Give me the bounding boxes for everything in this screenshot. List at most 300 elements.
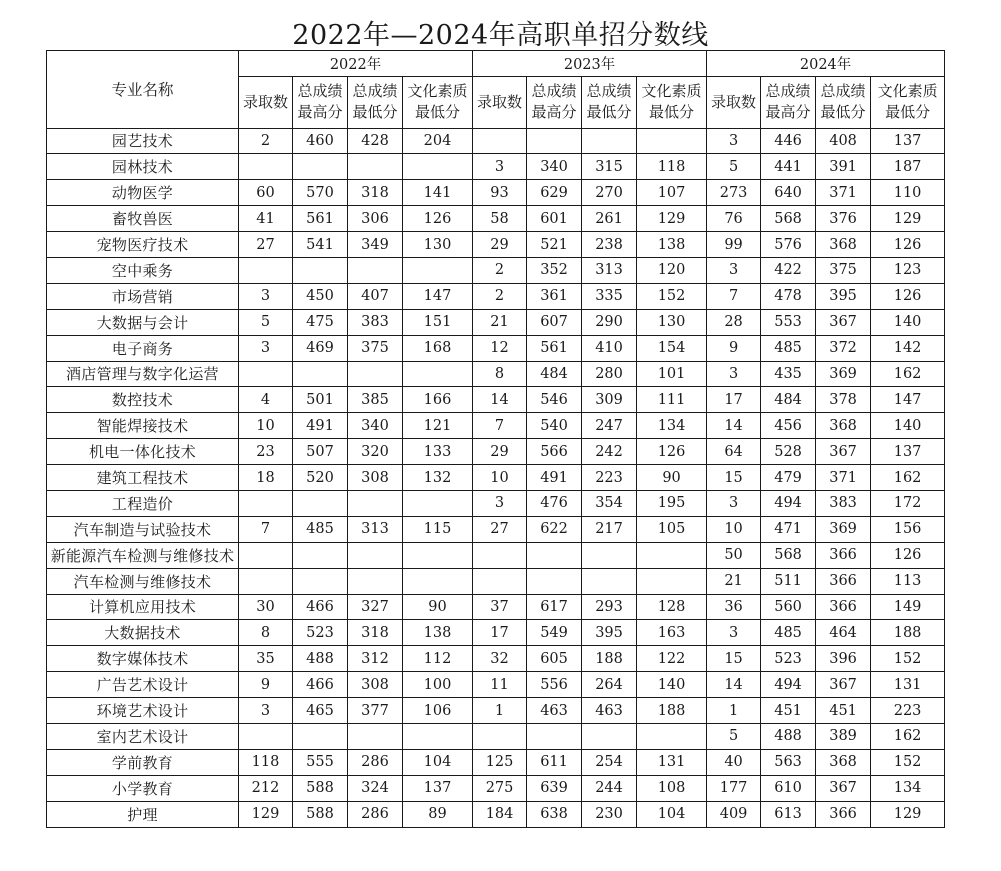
total-min-2022-cell: 320 xyxy=(348,439,403,465)
culture-min-2023-cell: 104 xyxy=(637,801,707,827)
total-min-2024-cell: 451 xyxy=(816,698,871,724)
table-body xyxy=(47,128,945,827)
total-min-2022-cell: 383 xyxy=(348,309,403,335)
total-max-2022-cell xyxy=(293,568,348,594)
culture-min-2024-cell: 140 xyxy=(871,309,945,335)
total-max-2022-cell: 466 xyxy=(293,594,348,620)
total-min-2023-cell: 335 xyxy=(582,283,637,309)
total-max-2024-cell: 568 xyxy=(761,542,816,568)
total-min-2023-cell: 290 xyxy=(582,309,637,335)
column-header-line2: 最低分 xyxy=(885,103,931,121)
culture-min-2022-cell: 138 xyxy=(403,620,473,646)
column-header-culture-min-2023 xyxy=(637,76,707,128)
table-row xyxy=(47,516,945,542)
total-min-2023-cell: 313 xyxy=(582,257,637,283)
admit-count-2022-cell: 30 xyxy=(239,594,293,620)
major-name-cell: 园林技术 xyxy=(47,154,239,180)
admit-count-2022-cell: 5 xyxy=(239,309,293,335)
table-row xyxy=(47,206,945,232)
total-min-2024-cell: 367 xyxy=(816,309,871,335)
major-name-cell: 环境艺术设计 xyxy=(47,698,239,724)
culture-min-2023-cell: 90 xyxy=(637,465,707,491)
culture-min-2024-cell: 110 xyxy=(871,180,945,206)
total-min-2024-cell: 366 xyxy=(816,801,871,827)
total-max-2022-cell: 450 xyxy=(293,283,348,309)
total-max-2022-cell xyxy=(293,154,348,180)
culture-min-2022-cell: 100 xyxy=(403,672,473,698)
column-header-line2: 最低分 xyxy=(586,103,632,121)
major-name-cell: 汽车制造与试验技术 xyxy=(47,516,239,542)
culture-min-2022-cell: 166 xyxy=(403,387,473,413)
admit-count-2022-cell: 8 xyxy=(239,620,293,646)
major-name-cell: 智能焊接技术 xyxy=(47,413,239,439)
total-min-2024-cell: 366 xyxy=(816,542,871,568)
total-min-2022-cell: 327 xyxy=(348,594,403,620)
total-max-2023-cell: 605 xyxy=(527,646,582,672)
admit-count-2022-cell: 212 xyxy=(239,775,293,801)
total-max-2022-cell xyxy=(293,361,348,387)
table-row xyxy=(47,232,945,258)
total-max-2022-cell xyxy=(293,723,348,749)
culture-min-2022-cell: 104 xyxy=(403,749,473,775)
admit-count-2024-cell: 40 xyxy=(707,749,761,775)
column-header-total-max-2022 xyxy=(293,76,348,128)
admit-count-2024-cell: 273 xyxy=(707,180,761,206)
total-min-2023-cell: 261 xyxy=(582,206,637,232)
culture-min-2023-cell: 154 xyxy=(637,335,707,361)
culture-min-2022-cell xyxy=(403,542,473,568)
column-header-total-max-2024 xyxy=(761,76,816,128)
total-min-2023-cell xyxy=(582,723,637,749)
culture-min-2023-cell xyxy=(637,128,707,154)
total-min-2022-cell: 385 xyxy=(348,387,403,413)
culture-min-2023-cell: 134 xyxy=(637,413,707,439)
total-min-2022-cell: 407 xyxy=(348,283,403,309)
admit-count-2023-cell: 14 xyxy=(473,387,527,413)
total-max-2022-cell: 561 xyxy=(293,206,348,232)
culture-min-2023-cell: 188 xyxy=(637,698,707,724)
total-min-2022-cell: 286 xyxy=(348,749,403,775)
admit-count-2022-cell xyxy=(239,257,293,283)
total-min-2023-cell xyxy=(582,128,637,154)
major-name-cell: 大数据与会计 xyxy=(47,309,239,335)
culture-min-2022-cell xyxy=(403,361,473,387)
admit-count-2022-cell: 35 xyxy=(239,646,293,672)
table-row xyxy=(47,154,945,180)
total-min-2022-cell xyxy=(348,490,403,516)
culture-min-2024-cell: 134 xyxy=(871,775,945,801)
total-min-2024-cell: 378 xyxy=(816,387,871,413)
major-name-cell: 园艺技术 xyxy=(47,128,239,154)
table-row xyxy=(47,775,945,801)
total-max-2023-cell xyxy=(527,568,582,594)
total-max-2024-cell: 613 xyxy=(761,801,816,827)
total-min-2022-cell xyxy=(348,361,403,387)
culture-min-2022-cell: 121 xyxy=(403,413,473,439)
total-min-2023-cell: 270 xyxy=(582,180,637,206)
major-name-cell: 空中乘务 xyxy=(47,257,239,283)
column-header-line2: 最低分 xyxy=(649,103,695,121)
total-min-2024-cell: 383 xyxy=(816,490,871,516)
admit-count-2022-cell: 7 xyxy=(239,516,293,542)
total-max-2022-cell: 541 xyxy=(293,232,348,258)
total-min-2024-cell: 366 xyxy=(816,568,871,594)
total-min-2022-cell xyxy=(348,154,403,180)
admit-count-2023-cell: 7 xyxy=(473,413,527,439)
column-header-line2: 最低分 xyxy=(352,103,398,121)
culture-min-2023-cell: 128 xyxy=(637,594,707,620)
admit-count-2023-cell: 3 xyxy=(473,154,527,180)
admit-count-2024-cell: 14 xyxy=(707,672,761,698)
total-max-2024-cell: 523 xyxy=(761,646,816,672)
culture-min-2022-cell xyxy=(403,568,473,594)
admit-count-2023-cell: 11 xyxy=(473,672,527,698)
major-name-cell: 机电一体化技术 xyxy=(47,439,239,465)
total-max-2024-cell: 478 xyxy=(761,283,816,309)
admit-count-2024-cell: 3 xyxy=(707,490,761,516)
culture-min-2024-cell: 140 xyxy=(871,413,945,439)
table-row xyxy=(47,283,945,309)
culture-min-2024-cell: 187 xyxy=(871,154,945,180)
total-min-2024-cell: 376 xyxy=(816,206,871,232)
admit-count-2022-cell: 10 xyxy=(239,413,293,439)
admit-count-2022-cell: 41 xyxy=(239,206,293,232)
major-name-cell: 畜牧兽医 xyxy=(47,206,239,232)
admit-count-2024-cell: 3 xyxy=(707,620,761,646)
culture-min-2024-cell: 137 xyxy=(871,128,945,154)
culture-min-2023-cell: 163 xyxy=(637,620,707,646)
total-max-2022-cell: 466 xyxy=(293,672,348,698)
total-min-2024-cell: 371 xyxy=(816,465,871,491)
total-max-2024-cell: 511 xyxy=(761,568,816,594)
admit-count-2024-cell: 9 xyxy=(707,335,761,361)
total-max-2023-cell: 352 xyxy=(527,257,582,283)
total-min-2022-cell xyxy=(348,723,403,749)
admit-count-2023-cell: 17 xyxy=(473,620,527,646)
admit-count-2023-cell: 29 xyxy=(473,439,527,465)
total-min-2023-cell: 244 xyxy=(582,775,637,801)
culture-min-2024-cell: 129 xyxy=(871,206,945,232)
total-max-2022-cell: 588 xyxy=(293,801,348,827)
column-header-admit-count-2024 xyxy=(707,76,761,128)
culture-min-2024-cell: 162 xyxy=(871,723,945,749)
admit-count-2022-cell: 2 xyxy=(239,128,293,154)
column-header-total-min-2022 xyxy=(348,76,403,128)
total-min-2023-cell: 315 xyxy=(582,154,637,180)
culture-min-2023-cell: 105 xyxy=(637,516,707,542)
table-row xyxy=(47,620,945,646)
admit-count-2022-cell: 18 xyxy=(239,465,293,491)
major-name-cell: 室内艺术设计 xyxy=(47,723,239,749)
year-header-row xyxy=(47,51,945,77)
culture-min-2023-cell xyxy=(637,568,707,594)
major-name-cell: 工程造价 xyxy=(47,490,239,516)
culture-min-2024-cell: 152 xyxy=(871,749,945,775)
column-header-line2: 最低分 xyxy=(415,103,461,121)
total-max-2023-cell: 546 xyxy=(527,387,582,413)
admit-count-2024-cell: 3 xyxy=(707,128,761,154)
total-max-2022-cell xyxy=(293,490,348,516)
admit-count-2023-cell xyxy=(473,542,527,568)
culture-min-2023-cell: 130 xyxy=(637,309,707,335)
column-header-line1: 总成绩 xyxy=(297,82,343,100)
admit-count-2024-cell: 15 xyxy=(707,465,761,491)
column-header-line1: 总成绩 xyxy=(586,82,632,100)
culture-min-2022-cell: 126 xyxy=(403,206,473,232)
table-row xyxy=(47,128,945,154)
admit-count-2024-cell: 7 xyxy=(707,283,761,309)
total-max-2023-cell: 638 xyxy=(527,801,582,827)
admit-count-2024-cell: 21 xyxy=(707,568,761,594)
total-min-2023-cell: 223 xyxy=(582,465,637,491)
column-header-line1: 录取数 xyxy=(711,92,757,111)
admit-count-2024-cell: 64 xyxy=(707,439,761,465)
total-max-2023-cell: 476 xyxy=(527,490,582,516)
culture-min-2022-cell xyxy=(403,490,473,516)
culture-min-2024-cell: 172 xyxy=(871,490,945,516)
culture-min-2022-cell: 112 xyxy=(403,646,473,672)
major-name-cell: 新能源汽车检测与维修技术 xyxy=(47,542,239,568)
admit-count-2024-cell: 36 xyxy=(707,594,761,620)
total-max-2022-cell: 555 xyxy=(293,749,348,775)
total-max-2023-cell xyxy=(527,723,582,749)
admit-count-2023-cell: 21 xyxy=(473,309,527,335)
admit-count-2023-cell: 125 xyxy=(473,749,527,775)
culture-min-2022-cell: 141 xyxy=(403,180,473,206)
total-max-2023-cell: 361 xyxy=(527,283,582,309)
total-min-2024-cell: 369 xyxy=(816,361,871,387)
culture-min-2024-cell: 156 xyxy=(871,516,945,542)
table-row xyxy=(47,801,945,827)
total-max-2024-cell: 528 xyxy=(761,439,816,465)
total-min-2022-cell: 375 xyxy=(348,335,403,361)
major-name-cell: 计算机应用技术 xyxy=(47,594,239,620)
admit-count-2023-cell: 8 xyxy=(473,361,527,387)
major-name-cell: 汽车检测与维修技术 xyxy=(47,568,239,594)
table-row xyxy=(47,490,945,516)
total-min-2023-cell: 354 xyxy=(582,490,637,516)
culture-min-2024-cell: 162 xyxy=(871,361,945,387)
total-min-2023-cell: 293 xyxy=(582,594,637,620)
total-max-2024-cell: 485 xyxy=(761,620,816,646)
total-min-2022-cell: 349 xyxy=(348,232,403,258)
admit-count-2023-cell: 1 xyxy=(473,698,527,724)
total-min-2023-cell: 217 xyxy=(582,516,637,542)
culture-min-2024-cell: 149 xyxy=(871,594,945,620)
total-max-2023-cell: 484 xyxy=(527,361,582,387)
column-header-line2: 最高分 xyxy=(765,103,811,121)
culture-min-2022-cell: 90 xyxy=(403,594,473,620)
major-name-cell: 广告艺术设计 xyxy=(47,672,239,698)
total-min-2023-cell: 395 xyxy=(582,620,637,646)
total-max-2024-cell: 446 xyxy=(761,128,816,154)
total-min-2023-cell: 463 xyxy=(582,698,637,724)
admit-count-2022-cell xyxy=(239,723,293,749)
table-row xyxy=(47,361,945,387)
total-min-2024-cell: 389 xyxy=(816,723,871,749)
total-min-2024-cell: 464 xyxy=(816,620,871,646)
total-max-2023-cell xyxy=(527,128,582,154)
table-row xyxy=(47,594,945,620)
total-min-2023-cell xyxy=(582,568,637,594)
admit-count-2022-cell xyxy=(239,568,293,594)
admit-count-2024-cell: 17 xyxy=(707,387,761,413)
culture-min-2023-cell: 111 xyxy=(637,387,707,413)
total-max-2023-cell: 540 xyxy=(527,413,582,439)
total-max-2023-cell: 617 xyxy=(527,594,582,620)
admit-count-2023-cell: 275 xyxy=(473,775,527,801)
admit-count-2024-cell: 76 xyxy=(707,206,761,232)
culture-min-2023-cell: 129 xyxy=(637,206,707,232)
admit-count-2024-cell: 3 xyxy=(707,257,761,283)
culture-min-2022-cell: 137 xyxy=(403,775,473,801)
total-max-2023-cell: 549 xyxy=(527,620,582,646)
column-header-culture-min-2022 xyxy=(403,76,473,128)
total-min-2022-cell: 340 xyxy=(348,413,403,439)
major-name-cell: 动物医学 xyxy=(47,180,239,206)
total-max-2022-cell: 523 xyxy=(293,620,348,646)
admit-count-2022-cell xyxy=(239,490,293,516)
admit-count-2023-cell xyxy=(473,568,527,594)
total-min-2024-cell: 375 xyxy=(816,257,871,283)
admit-count-2023-cell: 10 xyxy=(473,465,527,491)
total-max-2023-cell: 561 xyxy=(527,335,582,361)
total-min-2022-cell xyxy=(348,542,403,568)
admit-count-2022-cell: 3 xyxy=(239,335,293,361)
culture-min-2024-cell: 131 xyxy=(871,672,945,698)
admit-count-2023-cell: 93 xyxy=(473,180,527,206)
column-header-line1: 总成绩 xyxy=(820,82,866,100)
total-min-2022-cell: 308 xyxy=(348,672,403,698)
total-max-2022-cell: 501 xyxy=(293,387,348,413)
total-min-2023-cell: 280 xyxy=(582,361,637,387)
culture-min-2022-cell: 132 xyxy=(403,465,473,491)
admit-count-2022-cell xyxy=(239,154,293,180)
total-max-2022-cell xyxy=(293,542,348,568)
total-max-2022-cell: 570 xyxy=(293,180,348,206)
total-max-2022-cell: 520 xyxy=(293,465,348,491)
column-header-line1: 文化素质 xyxy=(641,82,702,100)
total-min-2022-cell: 306 xyxy=(348,206,403,232)
culture-min-2024-cell: 162 xyxy=(871,465,945,491)
total-max-2022-cell: 469 xyxy=(293,335,348,361)
column-header-admit-count-2023 xyxy=(473,76,527,128)
admit-count-2023-cell: 2 xyxy=(473,283,527,309)
total-min-2022-cell: 324 xyxy=(348,775,403,801)
culture-min-2024-cell: 126 xyxy=(871,232,945,258)
total-min-2024-cell: 395 xyxy=(816,283,871,309)
total-max-2024-cell: 488 xyxy=(761,723,816,749)
major-name-cell: 酒店管理与数字化运营 xyxy=(47,361,239,387)
total-min-2024-cell: 391 xyxy=(816,154,871,180)
culture-min-2024-cell: 223 xyxy=(871,698,945,724)
culture-min-2024-cell: 188 xyxy=(871,620,945,646)
culture-min-2023-cell: 195 xyxy=(637,490,707,516)
admit-count-2023-cell: 29 xyxy=(473,232,527,258)
total-max-2024-cell: 435 xyxy=(761,361,816,387)
culture-min-2023-cell: 122 xyxy=(637,646,707,672)
culture-min-2022-cell: 133 xyxy=(403,439,473,465)
culture-min-2022-cell xyxy=(403,723,473,749)
culture-min-2024-cell: 126 xyxy=(871,283,945,309)
total-min-2022-cell: 286 xyxy=(348,801,403,827)
culture-min-2024-cell: 123 xyxy=(871,257,945,283)
column-header-line1: 总成绩 xyxy=(531,82,577,100)
admit-count-2023-cell: 2 xyxy=(473,257,527,283)
total-max-2024-cell: 485 xyxy=(761,335,816,361)
total-min-2022-cell: 312 xyxy=(348,646,403,672)
admit-count-2023-cell xyxy=(473,723,527,749)
total-max-2023-cell: 639 xyxy=(527,775,582,801)
table-row xyxy=(47,542,945,568)
total-max-2024-cell: 484 xyxy=(761,387,816,413)
total-max-2023-cell: 629 xyxy=(527,180,582,206)
admit-count-2022-cell: 118 xyxy=(239,749,293,775)
column-header-line2: 最低分 xyxy=(820,103,866,121)
column-header-total-max-2023 xyxy=(527,76,582,128)
major-name-cell: 学前教育 xyxy=(47,749,239,775)
total-max-2024-cell: 640 xyxy=(761,180,816,206)
total-max-2023-cell: 491 xyxy=(527,465,582,491)
admit-count-2022-cell: 4 xyxy=(239,387,293,413)
admit-count-2023-cell: 27 xyxy=(473,516,527,542)
culture-min-2022-cell: 147 xyxy=(403,283,473,309)
total-max-2022-cell: 465 xyxy=(293,698,348,724)
admit-count-2024-cell: 5 xyxy=(707,154,761,180)
culture-min-2024-cell: 129 xyxy=(871,801,945,827)
culture-min-2024-cell: 137 xyxy=(871,439,945,465)
total-min-2023-cell: 242 xyxy=(582,439,637,465)
total-max-2022-cell: 491 xyxy=(293,413,348,439)
admit-count-2022-cell: 129 xyxy=(239,801,293,827)
column-header-line2: 最高分 xyxy=(531,103,577,121)
total-max-2023-cell: 566 xyxy=(527,439,582,465)
culture-min-2023-cell: 101 xyxy=(637,361,707,387)
culture-min-2024-cell: 142 xyxy=(871,335,945,361)
culture-min-2023-cell xyxy=(637,723,707,749)
page-title: 2022年—2024年高职单招分数线 xyxy=(292,20,709,51)
total-max-2023-cell: 463 xyxy=(527,698,582,724)
culture-min-2023-cell: 138 xyxy=(637,232,707,258)
major-name-cell: 电子商务 xyxy=(47,335,239,361)
admit-count-2022-cell: 3 xyxy=(239,698,293,724)
total-min-2022-cell: 313 xyxy=(348,516,403,542)
total-max-2023-cell: 607 xyxy=(527,309,582,335)
total-max-2022-cell: 475 xyxy=(293,309,348,335)
column-header-total-min-2024 xyxy=(816,76,871,128)
total-min-2022-cell: 377 xyxy=(348,698,403,724)
total-min-2022-cell: 318 xyxy=(348,620,403,646)
admit-count-2024-cell: 177 xyxy=(707,775,761,801)
year-header-2024: 2024年 xyxy=(707,51,945,77)
total-min-2023-cell: 238 xyxy=(582,232,637,258)
column-header-line1: 总成绩 xyxy=(352,82,398,100)
total-min-2024-cell: 396 xyxy=(816,646,871,672)
culture-min-2022-cell: 168 xyxy=(403,335,473,361)
culture-min-2023-cell: 120 xyxy=(637,257,707,283)
column-header-line1: 文化素质 xyxy=(877,82,938,100)
major-name-cell: 数字媒体技术 xyxy=(47,646,239,672)
column-header-culture-min-2024 xyxy=(871,76,945,128)
admit-count-2022-cell: 9 xyxy=(239,672,293,698)
admit-count-2022-cell: 60 xyxy=(239,180,293,206)
table-row xyxy=(47,646,945,672)
culture-min-2022-cell: 204 xyxy=(403,128,473,154)
total-max-2024-cell: 471 xyxy=(761,516,816,542)
total-min-2024-cell: 367 xyxy=(816,672,871,698)
admit-count-2024-cell: 99 xyxy=(707,232,761,258)
total-max-2024-cell: 576 xyxy=(761,232,816,258)
